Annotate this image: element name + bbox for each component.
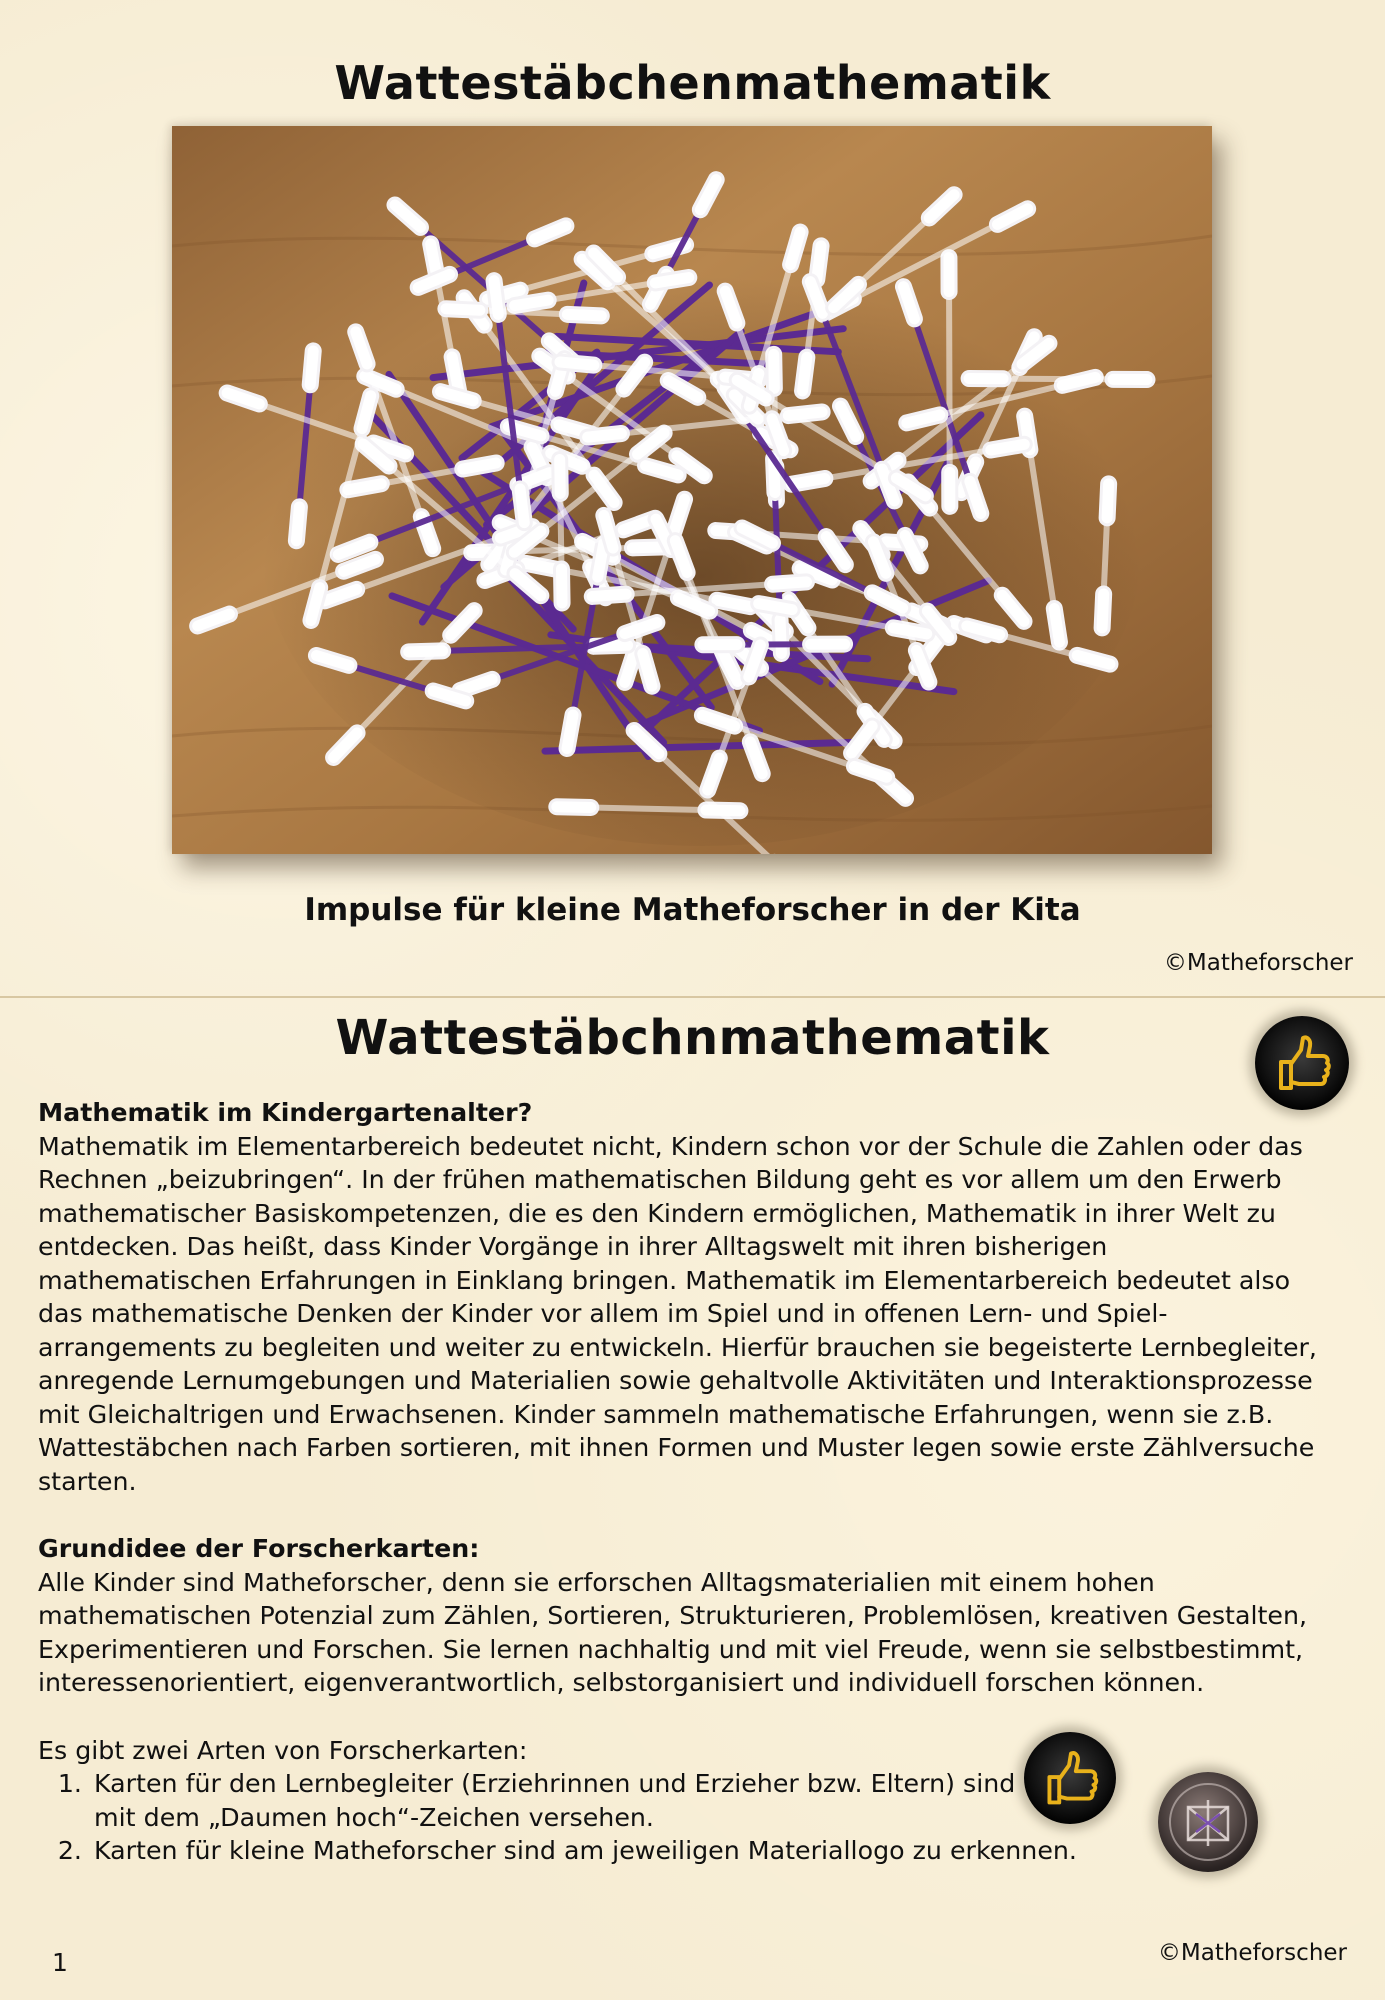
section1-heading: Mathematik im Kindergartenalter? — [38, 1098, 533, 1127]
thumbs-up-icon — [1024, 1732, 1116, 1824]
material-logo-icon — [1158, 1772, 1258, 1872]
page-divider — [0, 996, 1385, 998]
section2-heading: Grundidee der Forscherkarten: — [38, 1534, 480, 1563]
intro-title: Wattestäbchnmathematik — [335, 1010, 1050, 1066]
cover-subtitle: Impulse für kleine Matheforscher in der Kita — [304, 892, 1081, 928]
cover-copyright: ©Matheforscher — [1163, 950, 1353, 976]
intro-content — [38, 1096, 1328, 1868]
section3-intro: Es gibt zwei Arten von Forscherkarten: — [38, 1735, 528, 1765]
cover-title: Wattestäbchenmathematik — [334, 56, 1051, 110]
cotton-swab-sculpture-photo — [172, 126, 1212, 854]
card-types-list — [38, 1767, 1328, 1868]
section1-body: Mathematik im Elementarbereich bedeutet nicht, Kindern schon vor der Schule die Zahlen oder das Rechnen „beizubringen“. In der frühen mathematischen Bildung geht es vor allem um den Erwerb mathematischer Basiskompetenzen, die es den Kindern ermöglichen, Mathematik in ihrer Welt zu entdecken. Das heißt, dass Kinder Vorgänge in ihrer Alltagswelt mit ihren bisherigen mathematischen Erfahrungen in Einklang bringen. Mathematik im Elementarbereich bedeutet also das mathematische Denken der Kinder vor allem im Spiel und in offenen Lern- und Spiel-arrangements zu begleiten und weiter zu entwickeln. Hierfür brauchen sie begeisterte Lernbegleiter, anregende Lernumgebungen und Materialien sowie gehaltvolle Aktivitäten und Interaktionsprozesse mit Gleichaltrigen und Erwachsenen. Kinder sammeln mathematische Erfahrungen, wenn sie z.B. Wattestäbchen nach Farben sortieren, mit ihnen Formen und Muster legen sowie erste Zählversuche starten. — [38, 1131, 1317, 1496]
list-item: 2. Karten für kleine Matheforscher sind am jeweiligen Materiallogo zu erkennen. — [90, 1834, 1328, 1868]
list-item: 1. Karten für den Lernbegleiter (Erziehrinnen und Erzieher bzw. Eltern) sind mit dem „Daumen hoch“-Zeichen versehen. — [90, 1767, 1054, 1834]
section2-body: Alle Kinder sind Matheforscher, denn sie erforschen Alltagsmaterialien mit einem hohen mathematischen Potenzial zum Zählen, Sortieren, Strukturieren, Problemlösen, kreativen Gestalten, Experimentieren und Forschen. Sie lernen nachhaltig und mit viel Freude, wenn sie selbstbestimmt, interessenorientiert, eigenverantwortlich, selbstorganisiert und individuell forschen können. — [38, 1567, 1308, 1697]
page-number: 1 — [52, 1948, 68, 1977]
intro-copyright: ©Matheforscher — [1157, 1940, 1347, 1966]
